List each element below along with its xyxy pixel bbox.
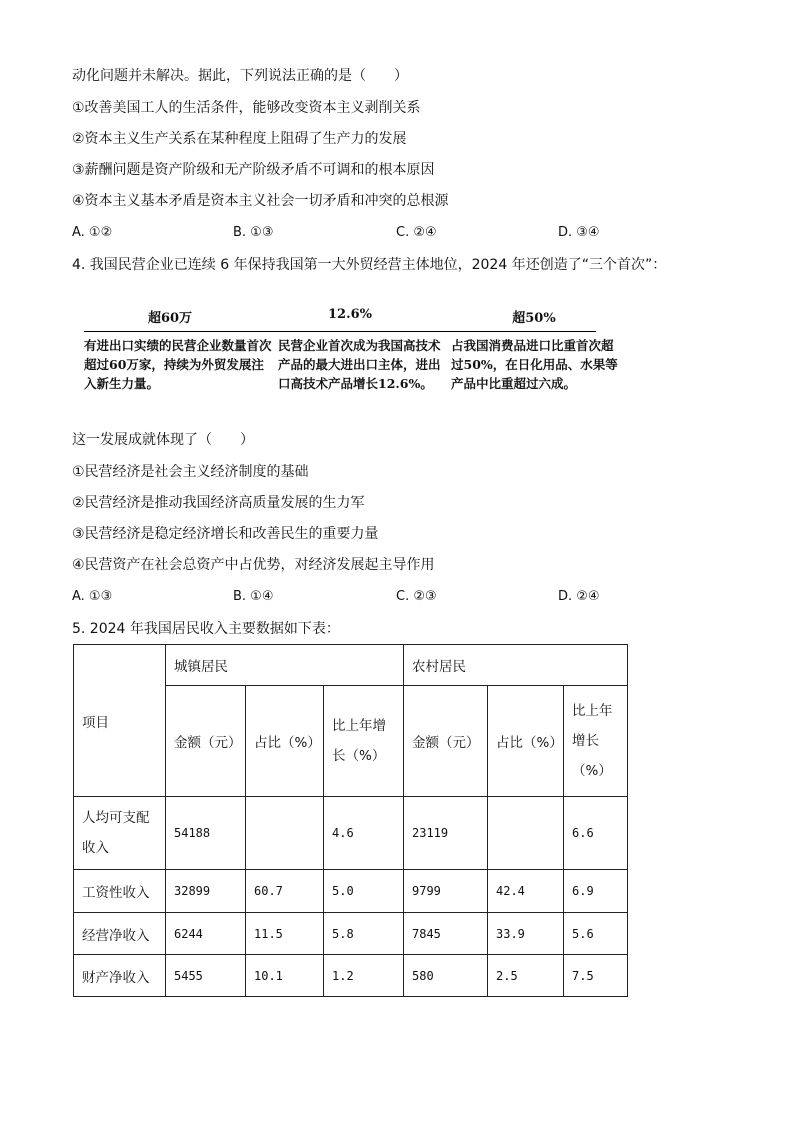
q4-item-1: ①民营经济是社会主义经济制度的基础: [72, 464, 309, 480]
q4-option-b: B. ①④: [233, 589, 274, 604]
urban-growth-header: 比上年增长（%）: [324, 686, 404, 797]
q3-option-b: B. ①③: [233, 225, 274, 240]
q4-box-divider: [84, 331, 596, 332]
urban-header: 城镇居民: [166, 645, 404, 686]
table-cell: 42.4: [488, 870, 564, 913]
row-label: 人均可支配收入: [74, 797, 166, 870]
q3-option-c: C. ②④: [396, 225, 437, 240]
table-cell: 1.2: [324, 955, 404, 997]
q4-stem: 4. 我国民营企业已连续 6 年保持我国第一大外贸经营主体地位，2024 年还创造了“三个首次”：: [72, 257, 667, 273]
rural-header: 农村居民: [404, 645, 628, 686]
q4-item-2: ②民营经济是推动我国经济高质量发展的生力军: [72, 495, 365, 511]
q4-option-c: C. ②③: [396, 589, 437, 604]
row-label: 经营净收入: [74, 913, 166, 955]
q3-option-d: D. ③④: [558, 225, 600, 240]
row-label: 工资性收入: [74, 870, 166, 913]
table-cell: 6244: [166, 913, 246, 955]
q4-option-a: A. ①③: [72, 589, 113, 604]
row-label: 财产净收入: [74, 955, 166, 997]
table-cell: [246, 797, 324, 870]
table-cell: 5.6: [564, 913, 628, 955]
table-cell: 6.9: [564, 870, 628, 913]
table-row: [74, 913, 628, 955]
table-cell: 2.5: [488, 955, 564, 997]
table-cell: 32899: [166, 870, 246, 913]
q4-box-heading-3: 超50%: [512, 311, 556, 326]
q3-stem-tail: 动化问题并未解决。据此，下列说法正确的是（ ）: [72, 68, 408, 84]
q4-item-4: ④民营资产在社会总资产中占优势，对经济发展起主导作用: [72, 557, 435, 573]
table-cell: [488, 797, 564, 870]
table-cell: 5.8: [324, 913, 404, 955]
table-cell: 4.6: [324, 797, 404, 870]
rural-growth-header: 比上年增长（%）: [564, 686, 628, 797]
q3-option-a: A. ①②: [72, 225, 113, 240]
q3-item-4: ④资本主义基本矛盾是资本主义社会一切矛盾和冲突的总根源: [72, 193, 449, 209]
table-row: [74, 797, 628, 870]
table-cell: 5455: [166, 955, 246, 997]
q3-item-1: ①改善美国工人的生活条件，能够改变资本主义剥削关系: [72, 100, 421, 116]
rural-amount-header: 金额（元）: [404, 686, 488, 797]
q3-item-3: ③薪酬问题是资产阶级和无产阶级矛盾不可调和的根本原因: [72, 162, 435, 178]
table-cell: 10.1: [246, 955, 324, 997]
table-cell: 6.6: [564, 797, 628, 870]
q4-box-text-2: 民营企业首次成为我国高技术产品的最大进出口主体，进出口高技术产品增长12.6%。: [278, 338, 441, 391]
q4-box-heading-1: 超60万: [147, 311, 193, 326]
table-cell: 7845: [404, 913, 488, 955]
table-cell: 11.5: [246, 913, 324, 955]
table-cell: 54188: [166, 797, 246, 870]
table-cell: 33.9: [488, 913, 564, 955]
table-cell: 60.7: [246, 870, 324, 913]
q4-box-text-3: 占我国消费品进口比重首次超过50%，在日化用品、水果等产品中比重超过六成。: [451, 338, 618, 391]
table-cell: 7.5: [564, 955, 628, 997]
table-header-row: [74, 645, 628, 686]
item-header: 项目: [74, 645, 166, 797]
q5-stem: 5. 2024 年我国居民收入主要数据如下表：: [72, 621, 340, 637]
q4-box-heading-2: 12.6%: [327, 307, 372, 322]
table-cell: 9799: [404, 870, 488, 913]
urban-amount-header: 金额（元）: [166, 686, 246, 797]
q4-item-3: ③民营经济是稳定经济增长和改善民生的重要力量: [72, 526, 379, 542]
table-cell: 23119: [404, 797, 488, 870]
income-table: [73, 644, 628, 997]
table-cell: 5.0: [324, 870, 404, 913]
rural-share-header: 占比（%）: [488, 686, 564, 797]
q4-question: 这一发展成就体现了（ ）: [72, 432, 254, 448]
table-row: [74, 870, 628, 913]
q4-option-d: D. ②④: [558, 589, 600, 604]
table-row: [74, 955, 628, 997]
q3-item-2: ②资本主义生产关系在某种程度上阻碍了生产力的发展: [72, 131, 407, 147]
q4-box-text-1: 有进出口实绩的民营企业数量首次超过60万家，持续为外贸发展注入新生力量。: [84, 338, 272, 391]
urban-share-header: 占比（%）: [246, 686, 324, 797]
table-cell: 580: [404, 955, 488, 997]
